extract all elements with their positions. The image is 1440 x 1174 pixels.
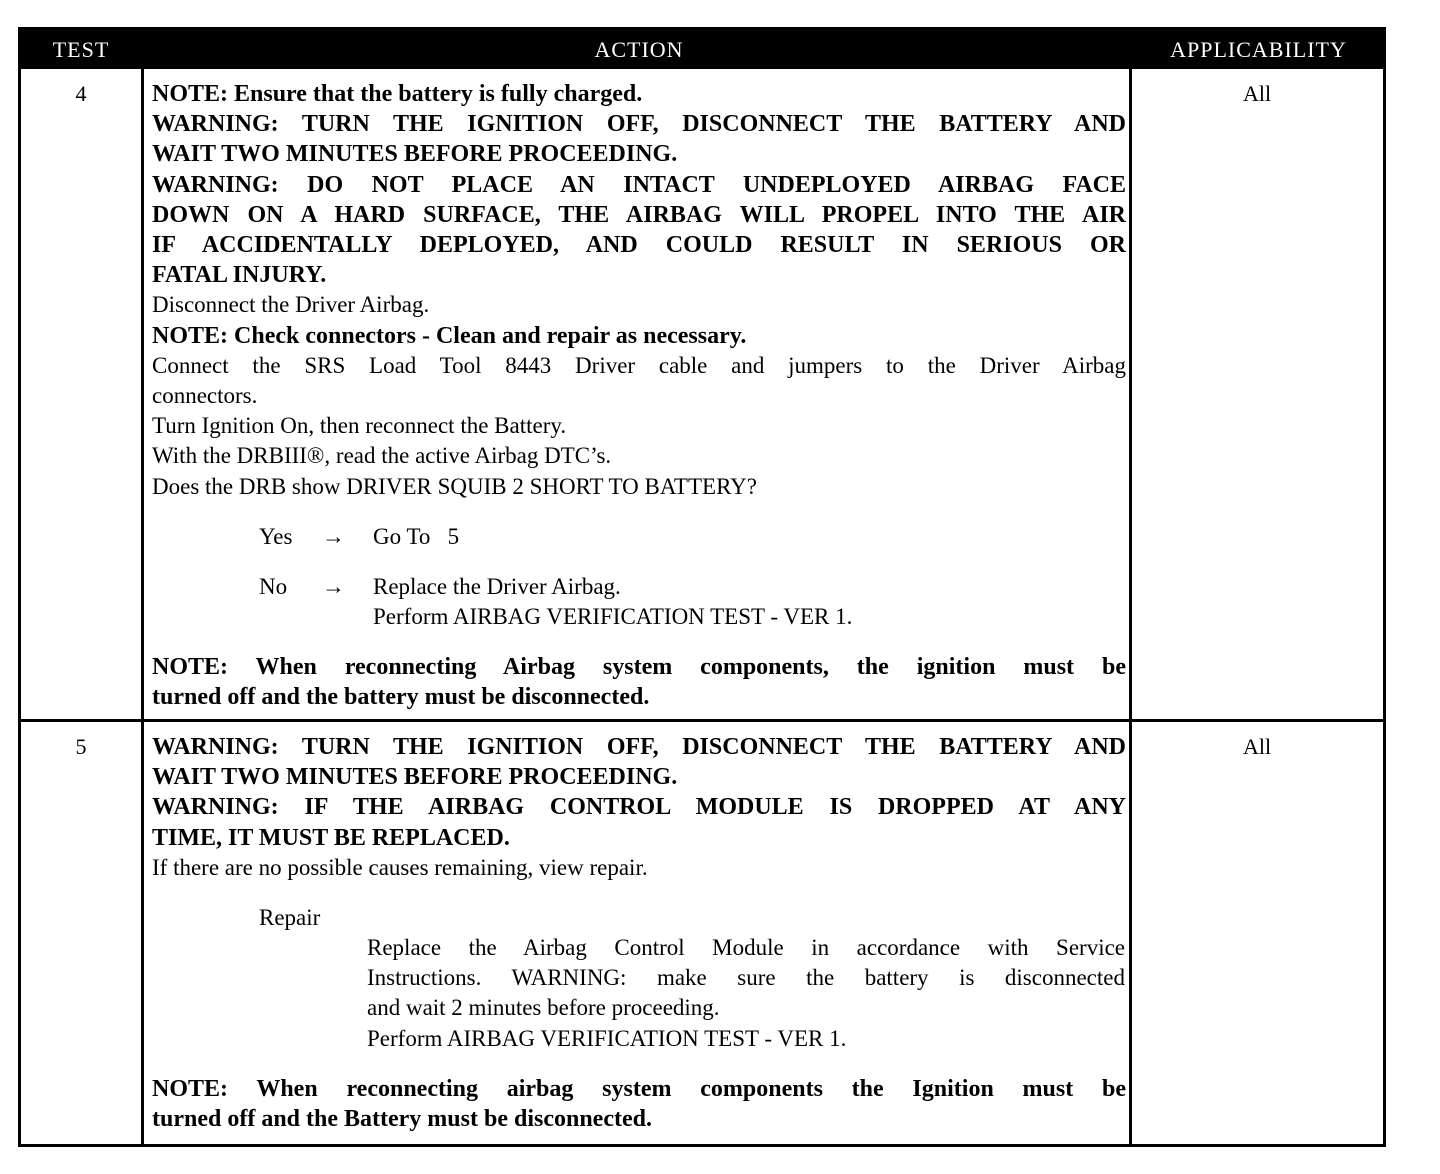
instruction-line: Disconnect the Driver Airbag. — [152, 292, 430, 318]
applicability-value: All — [1242, 734, 1272, 759]
warning-line: WAIT TWO MINUTES BEFORE PROCEEDING. — [152, 764, 678, 791]
no-option — [152, 572, 1126, 602]
warning-line: DOWN ON A HARD SURFACE, THE AIRBAG WILL PROPEL INTO THE AIR — [152, 201, 1126, 228]
header-test: TEST — [52, 37, 110, 62]
column-divider — [1129, 69, 1132, 1144]
no-result: Replace the Driver Airbag. — [373, 573, 621, 599]
test-number: 5 — [75, 734, 87, 759]
arrow-icon: → — [322, 523, 345, 549]
applicability-value: All — [1242, 81, 1272, 106]
warning-line: FATAL INJURY. — [152, 262, 327, 289]
repair-instructions — [367, 933, 1125, 1054]
instruction-line: With the DRBIII®, read the active Airbag DTC’s. — [152, 443, 612, 469]
no-result-verify: Perform AIRBAG VERIFICATION TEST - VER 1. — [373, 603, 853, 629]
note-line: turned off and the battery must be disconnected. — [152, 684, 650, 711]
action-cell — [152, 79, 1126, 712]
note-line: NOTE: Ensure that the battery is fully charged. — [152, 81, 643, 107]
arrow-icon: → — [322, 573, 345, 599]
instruction-line: Turn Ignition On, then reconnect the Battery. — [152, 413, 567, 439]
warning-line: WARNING: TURN THE IGNITION OFF, DISCONNECT THE BATTERY AND — [152, 734, 1126, 760]
no-option-continued — [152, 602, 1126, 632]
warning-line: WARNING: IF THE AIRBAG CONTROL MODULE IS DROPPED AT ANY — [152, 794, 1126, 821]
yes-option — [152, 522, 1126, 552]
header-action: ACTION — [594, 37, 684, 62]
yes-label: Yes — [259, 523, 293, 549]
note-line: turned off and the Battery must be disconnected. — [152, 1106, 652, 1133]
repair-line: Perform AIRBAG VERIFICATION TEST - VER 1. — [367, 1025, 847, 1051]
test-number: 4 — [75, 81, 87, 106]
header-applicability: APPLICABILITY — [1170, 37, 1347, 62]
instruction-line: connectors. — [152, 383, 258, 409]
instruction-line: If there are no possible causes remaining, view repair. — [152, 854, 648, 880]
table-header — [21, 30, 1383, 69]
no-label: No — [259, 573, 288, 599]
warning-line: WARNING: TURN THE IGNITION OFF, DISCONNECT THE BATTERY AND — [152, 111, 1126, 138]
note-line: NOTE: When reconnecting airbag system components the Ignition must be — [152, 1075, 1126, 1102]
repair-line: and wait 2 minutes before proceeding. — [367, 995, 720, 1021]
note-line: NOTE: When reconnecting Airbag system components, the ignition must be — [152, 653, 1126, 680]
repair-line: Instructions. WARNING: make sure the battery is disconnected — [367, 965, 1125, 991]
row-divider — [21, 719, 1383, 722]
repair-label: Repair — [259, 905, 321, 931]
warning-line: IF ACCIDENTALLY DEPLOYED, AND COULD RESULT IN SERIOUS OR — [152, 232, 1126, 259]
repair-heading — [152, 903, 1126, 933]
warning-line: WARNING: DO NOT PLACE AN INTACT UNDEPLOYED AIRBAG FACE — [152, 171, 1126, 198]
column-divider — [141, 69, 144, 1144]
note-line: NOTE: Check connectors - Clean and repair as necessary. — [152, 322, 747, 349]
diagnostic-table — [18, 27, 1386, 1147]
yes-result: Go To 5 — [373, 523, 460, 549]
repair-line: Replace the Airbag Control Module in accordance with Service — [367, 935, 1125, 961]
instruction-line: Connect the SRS Load Tool 8443 Driver cable and jumpers to the Driver Airbag — [152, 352, 1126, 378]
warning-line: WAIT TWO MINUTES BEFORE PROCEEDING. — [152, 141, 678, 168]
warning-line: TIME, IT MUST BE REPLACED. — [152, 824, 510, 851]
question-line: Does the DRB show DRIVER SQUIB 2 SHORT TO BATTERY? — [152, 473, 757, 499]
action-cell — [152, 732, 1126, 1134]
